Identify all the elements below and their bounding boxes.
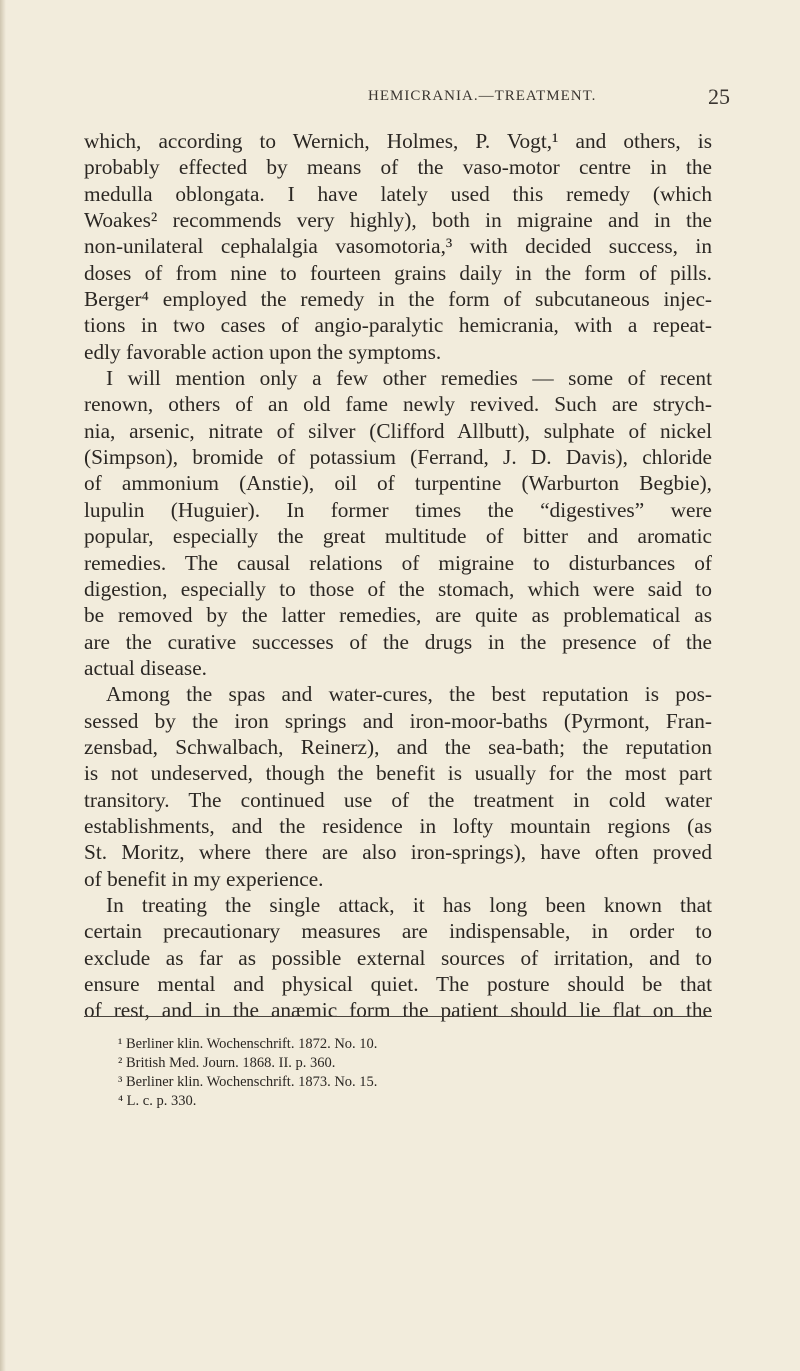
text-line: doses of from nine to fourteen grains daily in the form of pills.	[84, 260, 712, 285]
text-line: renown, others of an old fame newly revived. Such are strych-	[84, 392, 712, 417]
page-gutter-shadow	[0, 0, 6, 1371]
footnote-3: ³ Berliner klin. Wochenschrift. 1873. No. 15.	[118, 1074, 378, 1090]
text-line: nia, arsenic, nitrate of silver (Clifford Allbutt), sulphate of nickel	[84, 418, 712, 443]
text-line: actual disease.	[84, 655, 207, 680]
text-line: be removed by the latter remedies, are quite as problematical as	[84, 603, 712, 628]
page-number: 25	[708, 84, 730, 109]
paragraph-start-line: In treating the single attack, it has long been known that	[106, 892, 712, 917]
text-line: sessed by the iron springs and iron-moor-baths (Pyrmont, Fran-	[84, 708, 712, 733]
text-line: certain precautionary measures are indispensable, in order to	[84, 919, 712, 944]
text-line: exclude as far as possible external sources of irritation, and to	[84, 945, 712, 970]
text-line: of rest, and in the anæmic form the patient should lie flat on the	[84, 998, 712, 1023]
text-line: ensure mental and physical quiet. The posture should be that	[84, 972, 712, 996]
text-line: (Simpson), bromide of potassium (Ferrand, J. D. Davis), chloride	[84, 445, 712, 470]
text-line: lupulin (Huguier). In former times the “digestives” were	[84, 497, 712, 522]
footnote-4: ⁴ L. c. p. 330.	[118, 1093, 197, 1109]
text-line: of ammonium (Anstie), oil of turpentine (Warburton Begbie),	[84, 471, 712, 496]
text-line: probably effected by means of the vaso-motor centre in the	[84, 155, 712, 180]
running-title: HEMICRANIA.—TREATMENT.	[368, 88, 597, 104]
text-line: edly favorable action upon the symptoms.	[84, 339, 442, 364]
footnotes	[118, 1035, 538, 1111]
text-line: is not undeserved, though the benefit is usually for the most part	[84, 761, 712, 786]
text-line: digestion, especially to those of the stomach, which were said to	[84, 576, 712, 601]
body-text	[84, 128, 712, 1024]
text-line: tions in two cases of angio-paralytic hemicrania, with a repeat-	[84, 313, 712, 338]
text-line: medulla oblongata. I have lately used this remedy (which	[84, 181, 712, 206]
text-line: establishments, and the residence in lofty mountain regions (as	[84, 813, 712, 838]
paragraph-start-line: I will mention only a few other remedies — some of recent	[106, 366, 712, 391]
text-line: which, according to Wernich, Holmes, P. Vogt,¹ and others, is	[84, 129, 712, 153]
text-line: St. Moritz, where there are also iron-springs), have often proved	[84, 840, 712, 865]
footnote-2: ² British Med. Journ. 1868. II. p. 360.	[118, 1055, 336, 1071]
text-line: Woakes² recommends very highly), both in migraine and in the	[84, 208, 712, 233]
text-line: popular, especially the great multitude of bitter and aromatic	[84, 524, 712, 549]
running-header	[0, 84, 800, 112]
text-line: transitory. The continued use of the treatment in cold water	[84, 787, 712, 812]
text-line: Berger⁴ employed the remedy in the form of subcutaneous injec-	[84, 287, 712, 312]
paragraph-start-line: Among the spas and water-cures, the best reputation is pos-	[106, 682, 712, 707]
text-line: of benefit in my experience.	[84, 866, 324, 891]
text-line: remedies. The causal relations of migraine to disturbances of	[84, 550, 712, 575]
footnote-divider	[84, 1016, 712, 1017]
text-line: zensbad, Schwalbach, Reinerz), and the sea-bath; the reputation	[84, 734, 712, 759]
text-line: non-unilateral cephalalgia vasomotoria,³ with decided success, in	[84, 234, 712, 259]
text-line: are the curative successes of the drugs in the presence of the	[84, 629, 712, 654]
footnote-1: ¹ Berliner klin. Wochenschrift. 1872. No. 10.	[118, 1036, 378, 1052]
